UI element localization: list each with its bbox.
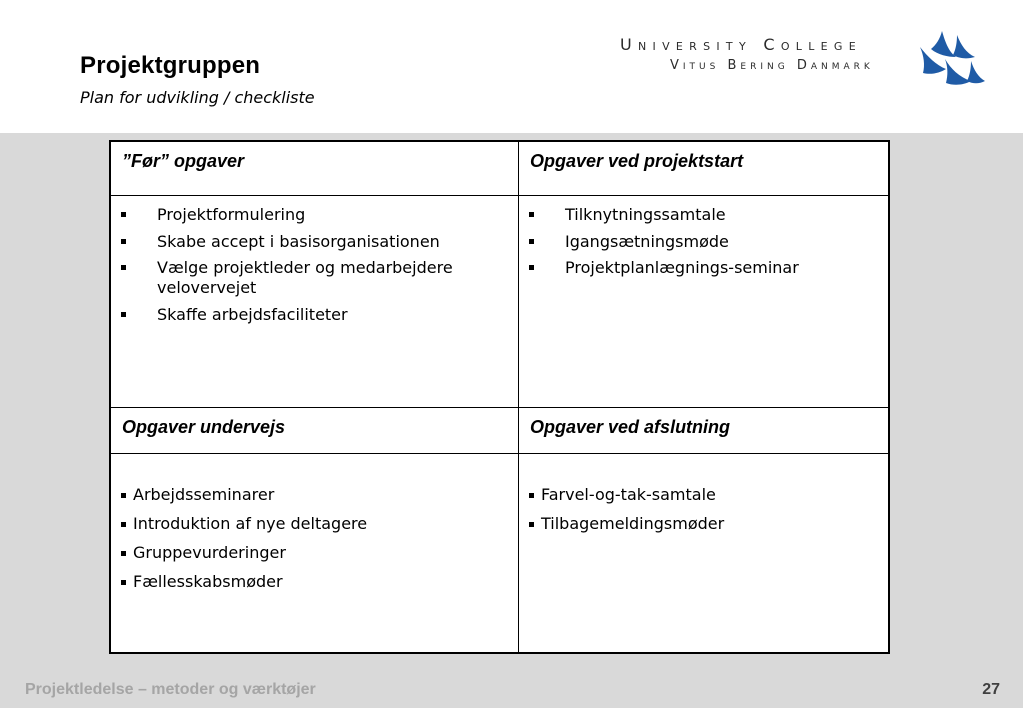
- square-bullet-icon: [529, 493, 534, 498]
- header-during-tasks: Opgaver undervejs: [111, 407, 518, 453]
- before-tasks-cell: [111, 195, 518, 407]
- square-bullet-icon: [121, 239, 126, 244]
- logo-line2: Vitus Bering Danmark: [670, 58, 874, 73]
- list-item: Arbejdsseminarer: [111, 485, 518, 505]
- header-start-tasks: Opgaver ved projektstart: [518, 142, 888, 195]
- list-item: Introduktion af nye deltagere: [111, 514, 518, 534]
- list-item: Igangsætningsmøde: [519, 232, 888, 252]
- during-tasks-list: [111, 454, 518, 592]
- square-bullet-icon: [121, 580, 126, 585]
- square-bullet-icon: [121, 312, 126, 317]
- closing-tasks-cell: [518, 453, 888, 652]
- closing-tasks-list: [519, 454, 888, 534]
- footer-text: Projektledelse – metoder og værktøjer: [25, 681, 316, 698]
- square-bullet-icon: [529, 212, 534, 217]
- header-closing-tasks: Opgaver ved afslutning: [518, 407, 888, 453]
- square-bullet-icon: [121, 265, 126, 270]
- square-bullet-icon: [529, 239, 534, 244]
- page-subtitle: Plan for udvikling / checkliste: [80, 88, 315, 107]
- start-tasks-list: [519, 196, 888, 278]
- list-item: Fællesskabsmøder: [111, 572, 518, 592]
- list-item: Tilbagemeldingsmøder: [519, 514, 888, 534]
- header-before-tasks: ”Før” opgaver: [122, 151, 245, 171]
- sailing-ships-logo-icon: [915, 27, 987, 97]
- list-item: Skabe accept i basisorganisationen: [111, 232, 518, 252]
- square-bullet-icon: [529, 522, 534, 527]
- start-tasks-cell: [518, 195, 888, 407]
- list-item: Projektformulering: [111, 205, 518, 225]
- list-item: Farvel-og-tak-samtale: [519, 485, 888, 505]
- list-item: Tilknytningssamtale: [519, 205, 888, 225]
- before-tasks-list: [111, 196, 518, 325]
- page-title: Projektgruppen: [80, 52, 261, 79]
- square-bullet-icon: [121, 212, 126, 217]
- square-bullet-icon: [121, 493, 126, 498]
- logo-text: [620, 34, 905, 76]
- slide-header: [0, 0, 1023, 133]
- square-bullet-icon: [121, 522, 126, 527]
- square-bullet-icon: [121, 551, 126, 556]
- list-item: Projektplanlægnings-seminar: [519, 258, 888, 278]
- during-tasks-cell: [111, 453, 518, 652]
- page-number: 27: [982, 681, 1000, 698]
- list-item: Skaffe arbejdsfaciliteter: [111, 305, 518, 325]
- logo-line1: University College: [620, 35, 862, 54]
- list-item: Vælge projektleder og medarbejdere velovervejet: [111, 258, 518, 298]
- list-item: Gruppevurderinger: [111, 543, 518, 563]
- task-table: [109, 140, 890, 654]
- square-bullet-icon: [529, 265, 534, 270]
